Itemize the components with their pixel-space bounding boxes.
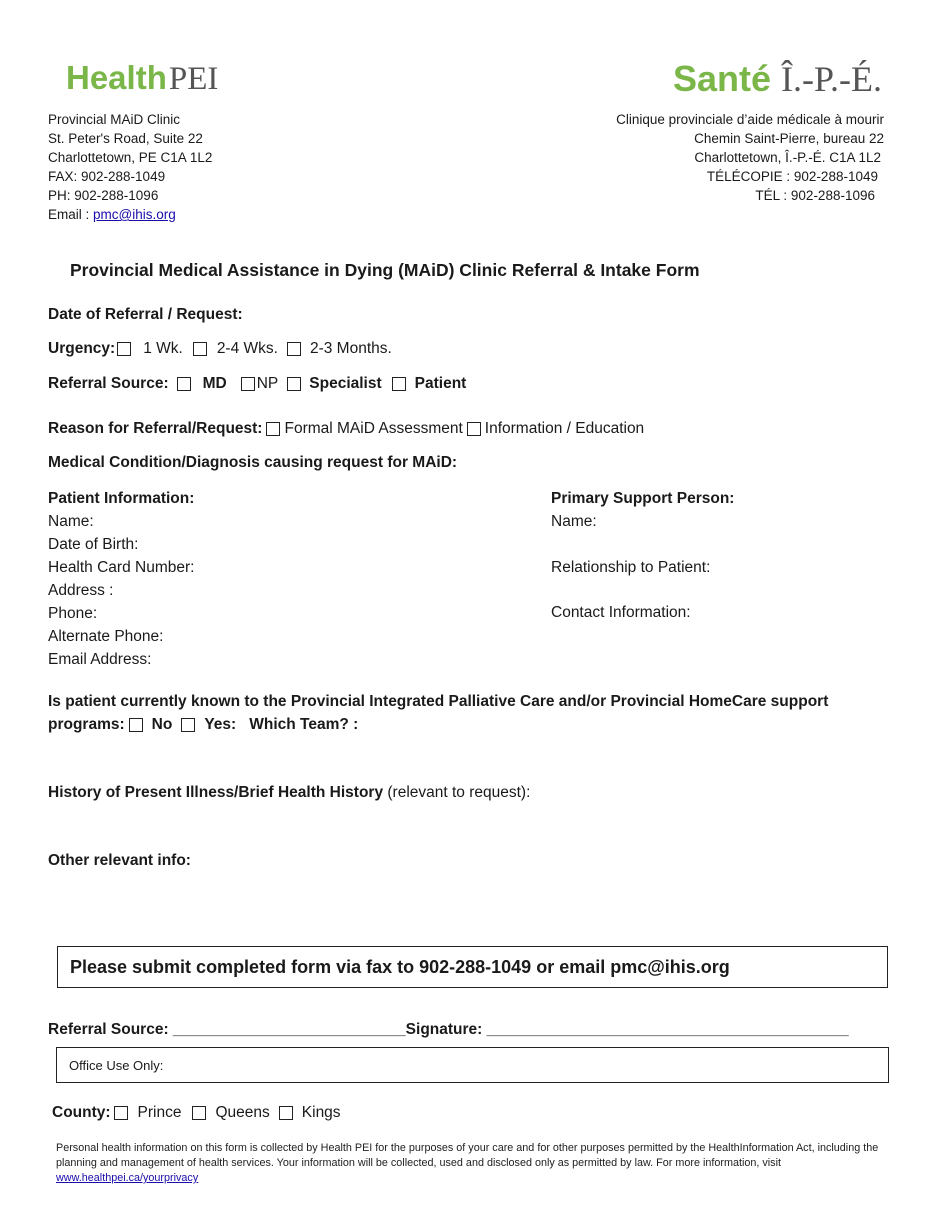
urgency-option-label: 1 Wk.: [143, 340, 183, 357]
referral-patient-checkbox[interactable]: [392, 377, 406, 391]
email-label: Email :: [48, 207, 94, 222]
address-line: Charlottetown, PE C1A 1L2: [48, 150, 213, 165]
urgency-option-label: 2-4 Wks.: [216, 340, 278, 357]
palliative-no-label: No: [151, 716, 173, 733]
support-name-label: Name:: [551, 513, 597, 530]
programs-label: programs:: [48, 716, 125, 733]
referral-source-row: [48, 375, 466, 393]
date-of-referral-label: Date of Referral / Request:: [48, 306, 243, 323]
which-team-label: Which Team? :: [249, 716, 359, 733]
history-label: History of Present Illness/Brief Health History: [48, 784, 384, 801]
urgency-row: [48, 340, 392, 358]
logo-ipe-text: Î.-P.-É.: [781, 59, 882, 99]
privacy-notice-text: Personal health information on this form is collected by Health PEI for the purposes of your care and for other purposes permitted by the HealthInformation Act, including the planning and management of health services. Your information will be collected, used and disclosed only as permitted by law. For more information, visit: [56, 1142, 879, 1169]
signature-line[interactable]: __________________________________________: [486, 1021, 849, 1038]
form-title: Provincial Medical Assistance in Dying (MAiD) Clinic Referral & Intake Form: [70, 260, 700, 280]
clinic-address-en: [48, 110, 212, 224]
county-option-label: Prince: [137, 1104, 182, 1121]
referral-source-sign-label: Referral Source:: [48, 1021, 173, 1038]
support-relationship-label: Relationship to Patient:: [551, 559, 711, 576]
fax-line: TÉLÉCOPIE : 902-288-1049: [706, 169, 878, 184]
urgency-2-3months-checkbox[interactable]: [287, 342, 301, 356]
referral-md-checkbox[interactable]: [177, 377, 191, 391]
referral-signature-row: [48, 1021, 849, 1039]
logo-health-text: Health: [66, 59, 167, 96]
signature-label: Signature:: [405, 1021, 487, 1038]
referral-source-label: Referral Source:: [48, 375, 169, 392]
referral-source-line[interactable]: ___________________________: [172, 1021, 406, 1038]
county-kings-checkbox[interactable]: [279, 1106, 293, 1120]
health-pei-logo: [66, 60, 218, 97]
patient-alt-phone-label: Alternate Phone:: [48, 628, 164, 645]
county-option-label: Kings: [301, 1104, 341, 1121]
referral-specialist-checkbox[interactable]: [287, 377, 301, 391]
email-line: [48, 205, 212, 224]
urgency-2-4wks-checkbox[interactable]: [193, 342, 207, 356]
privacy-link[interactable]: www.healthpei.ca/yourprivacy: [56, 1172, 199, 1184]
patient-information-section: [48, 487, 194, 671]
patient-phone-label: Phone:: [48, 605, 98, 622]
referral-option-label: Specialist: [309, 375, 382, 392]
reason-option-label: Formal MAiD Assessment: [284, 420, 463, 437]
referral-option-label: MD: [202, 375, 227, 392]
patient-information-heading: Patient Information:: [48, 490, 195, 507]
history-suffix: (relevant to request):: [383, 784, 531, 801]
reason-formal-assessment-checkbox[interactable]: [266, 422, 280, 436]
other-info-label: Other relevant info:: [48, 852, 191, 869]
privacy-notice: [56, 1141, 886, 1186]
urgency-label: Urgency:: [48, 340, 116, 357]
referral-option-label: Patient: [414, 375, 467, 392]
history-row: [48, 784, 530, 802]
address-line: Chemin Saint-Pierre, bureau 22: [694, 131, 884, 146]
logo-pei-text: PEI: [168, 61, 219, 97]
sante-ipe-logo: [672, 58, 882, 99]
office-use-box: [56, 1047, 889, 1083]
phone-line: TÉL : 902-288-1096: [755, 188, 875, 203]
county-option-label: Queens: [215, 1104, 270, 1121]
reason-row: [48, 420, 644, 438]
address-line: Clinique provinciale d’aide médicale à mourir: [616, 112, 884, 127]
submit-instructions-text: Please submit completed form via fax to 902-288-1049 or email pmc@ihis.org: [70, 956, 730, 977]
palliative-question-line2: [48, 716, 358, 734]
address-line: Provincial MAiD Clinic: [48, 112, 181, 127]
phone-line: PH: 902-288-1096: [48, 188, 159, 203]
support-contact-label: Contact Information:: [551, 604, 691, 621]
referral-np-checkbox[interactable]: [241, 377, 255, 391]
palliative-yes-label: Yes:: [204, 716, 237, 733]
patient-name-label: Name:: [48, 513, 94, 530]
logo-sante-text: Santé: [672, 58, 771, 99]
patient-health-card-label: Health Card Number:: [48, 559, 195, 576]
clinic-address-fr: [616, 110, 884, 205]
referral-option-label: NP: [256, 375, 279, 392]
reason-option-label: Information / Education: [484, 420, 645, 437]
diagnosis-label: Medical Condition/Diagnosis causing request for MAiD:: [48, 454, 458, 471]
submit-instructions-box: [57, 946, 888, 988]
email-link[interactable]: pmc@ihis.org: [93, 207, 176, 222]
palliative-yes-checkbox[interactable]: [181, 718, 195, 732]
palliative-question-line1: Is patient currently known to the Provincial Integrated Palliative Care and/or Provincial HomeCare support: [48, 693, 829, 710]
patient-dob-label: Date of Birth:: [48, 536, 139, 553]
patient-address-label: Address :: [48, 582, 114, 599]
palliative-no-checkbox[interactable]: [129, 718, 143, 732]
patient-email-label: Email Address:: [48, 651, 152, 668]
reason-information-checkbox[interactable]: [467, 422, 481, 436]
reason-label: Reason for Referral/Request:: [48, 420, 263, 437]
support-person-heading: Primary Support Person:: [551, 490, 735, 507]
address-line: St. Peter's Road, Suite 22: [48, 131, 203, 146]
urgency-option-label: 2-3 Months.: [309, 340, 392, 357]
county-prince-checkbox[interactable]: [114, 1106, 128, 1120]
urgency-1wk-checkbox[interactable]: [117, 342, 131, 356]
county-row: [52, 1104, 341, 1122]
county-label: County:: [52, 1104, 111, 1121]
fax-line: FAX: 902-288-1049: [48, 169, 166, 184]
support-person-section: [551, 487, 734, 624]
address-line: Charlottetown, Î.-P.-É. C1A 1L2: [694, 150, 881, 165]
office-use-label: Office Use Only:: [69, 1057, 164, 1073]
county-queens-checkbox[interactable]: [192, 1106, 206, 1120]
